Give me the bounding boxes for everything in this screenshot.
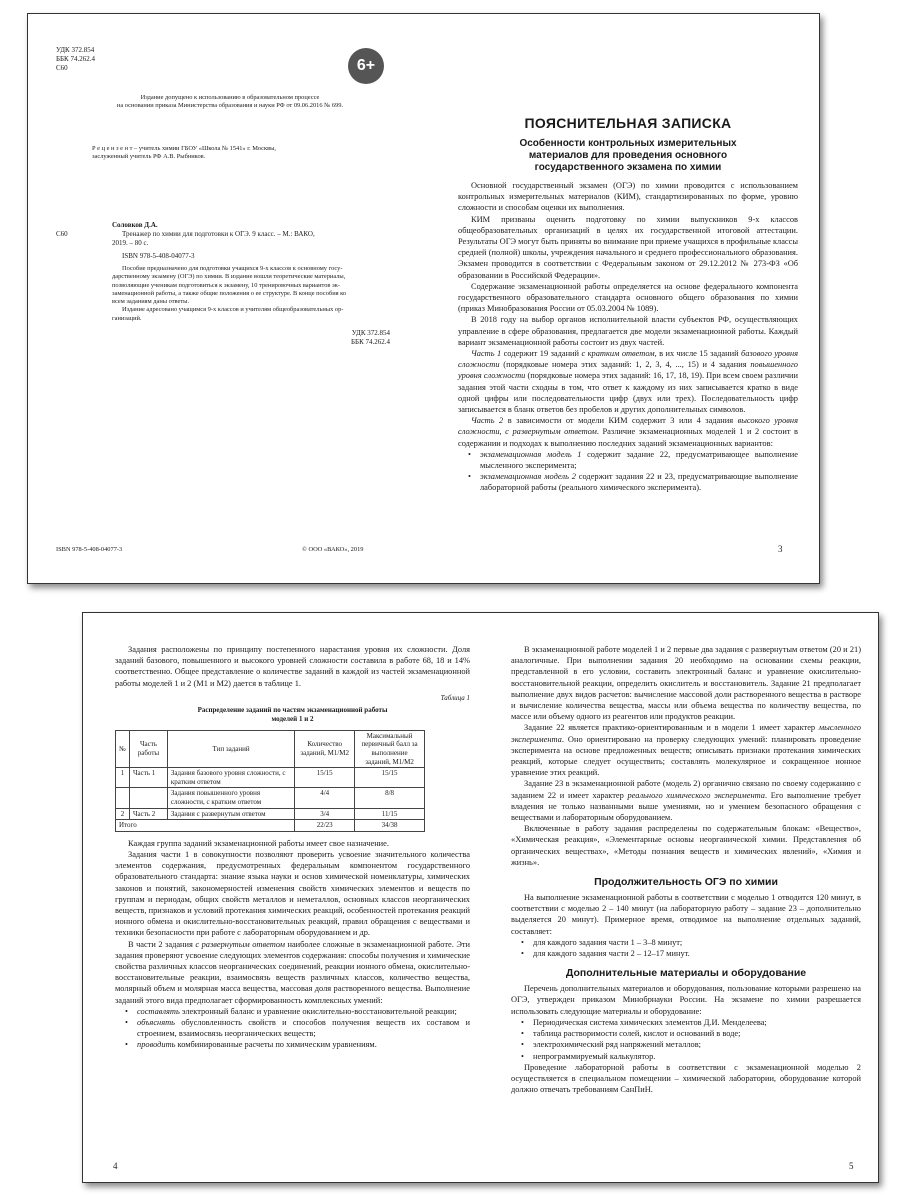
table-cell: 22/23 xyxy=(295,820,355,832)
annotation-line-1: Пособие предназначено для подготовки учащихся 9-х классов к основному госу- xyxy=(122,265,343,272)
body-text xyxy=(511,644,861,1095)
list-item: • объяснять обусловленность свойств и способов получения веществ их составом и строением, взаимосвязь неорганических веществ; xyxy=(115,1017,470,1039)
paragraph: В 2018 году на выбор органов исполнительной власти субъектов РФ, осуществляющих управление в сфере образования, предлагается две модели экзаменационной работы. Каждый вариант экзаменационной работы состоит из двух частей. xyxy=(458,315,798,347)
table-cell: 4/4 xyxy=(295,788,355,808)
body-text xyxy=(115,644,470,1051)
annotation-line-7: ганизаций. xyxy=(112,314,142,322)
reviewer-line-2: заслуженный учитель РФ А.В. Рыбников. xyxy=(92,153,206,161)
exam-models-list xyxy=(458,449,798,494)
table-header-cell: Часть работы xyxy=(129,730,167,767)
page-number: 4 xyxy=(113,1161,118,1171)
skills-list xyxy=(115,1006,470,1051)
list-item: • для каждого задания части 1 – 3–8 минут; xyxy=(511,937,861,948)
table-cell: Задания повышенного уровня сложности, с кратким ответом xyxy=(167,788,294,808)
page-3-explanatory-note xyxy=(428,14,820,583)
paragraph: Задания части 1 в совокупности позволяют проверить усвоение значительного количества элементов содержания, предусмотренных федеральным компонентом государственного образовательного стандарта: знание языка науки и основ химической номенклатуры, химических законов и понятий, закономерностей изменения свойств химических элементов и веществ по группам и периодам, общих свойств металлов и неметаллов, основных классов неорганических веществ, признаков и условий протекания химических реакций, особенностей протекания реакций ионного обмена и окислительно-восстановительных реакций, правил обращения с веществами и техники безопасности при работе с лабораторным оборудованием и др. xyxy=(115,849,470,938)
table-row xyxy=(116,768,425,788)
paragraph: Задания расположены по принципу постепенного нарастания уровня их сложности. Доля заданий базового, повышенного и высокого уровней сложности составила в работе 68, 18 и 14% соответственно. Общее представление о количестве заданий в каждой из частей экзаменационной работы моделей 1 и 2 (М1 и М2) дается в таблице 1. xyxy=(115,645,470,688)
paragraph: Включенные в работу задания распределены по содержательным блокам: «Вещество», «Химическая реакция», «Элементарные основы неорганической химии. Представления об органических веществах», «Методы познания веществ и химических явлений», «Химия и жизнь». xyxy=(511,824,861,867)
table-cell: 34/38 xyxy=(355,820,425,832)
table-header-cell: № xyxy=(116,730,130,767)
table-title-line-1: Распределение заданий по частям экзаменационной работы xyxy=(197,705,388,714)
table-cell: 15/15 xyxy=(355,768,425,788)
paragraph: В части 2 задания с развернутым ответом наиболее сложные в экзаменационной работе. Эти задания проверяют усвоение следующих элементов содержания: способы получения и химические свойства различных классов неорганических соединений, реакции ионного обмена, окислительно-восстановительные реакции, взаимосвязь веществ различных классов, количество вещества, молярный объем и молярная масса вещества, массовая доля растворенного вещества. Выполнение заданий этого вида предполагает сформированность комплексных умений: xyxy=(115,939,470,1005)
table-cell xyxy=(129,788,167,808)
list-item: • таблица растворимости солей, кислот и оснований в воде; xyxy=(511,1028,861,1039)
subtitle-line-1: Особенности контрольных измерительных xyxy=(519,138,737,149)
paragraph: Задание 22 является практико-ориентированным и в модели 1 имеет характер мысленного эксперимента. Оно ориентировано на проверку следующих умений: планировать проведение эксперимента на основе предложенных веществ; описывать признаки протекания химических реакций, которые следует осуществить; составлять молекулярное и сокращенное ионное уравнение этих реакций. xyxy=(511,723,861,778)
footer-copyright: © ООО «ВАКО», 2019 xyxy=(302,546,364,553)
paragraph: Каждая группа заданий экзаменационной работы имеет свое назначение. xyxy=(128,838,389,848)
section-subtitle xyxy=(448,138,808,174)
paragraph: На выполнение экзаменационной работы в соответствии с моделью 1 отводится 120 минут, в соответствии с моделью 2 – 140 минут (на лабораторную работу – задание 23 – дополнительно выделяется 20 минут). Примерное время, отводимое на выполнение отдельных заданий, составляет: xyxy=(511,893,861,936)
paragraph-part-1: Часть 1 содержит 19 заданий с кратким ответом, в их числе 15 заданий базового уровня сложности (порядковые номера этих заданий: 1, 2, 3, 4, ..., 15) и 4 задания повышенного уровня сложности (порядковые номера этих заданий: 16, 17, 18, 19). При всем своем различии задания этой части сходны в том, что ответ к каждому из них записывается кратко в виде одной цифры или последовательности цифр (двух или трех). Последовательность цифр записывается в бланк ответов без пробелов и других дополнительных символов. xyxy=(458,349,799,415)
approval-line-2: на основании приказа Министерства образования и науки РФ от 09.06.2016 № 699. xyxy=(116,102,344,110)
list-item: • непрограммируемый калькулятор. xyxy=(511,1051,861,1062)
table-total-row xyxy=(116,820,425,832)
bbk-code: ББК 74.262.4 xyxy=(56,55,95,63)
page-2-imprint xyxy=(28,14,428,583)
table-row xyxy=(116,808,425,820)
approval-notice xyxy=(60,94,400,111)
list-item: • Периодическая система химических элементов Д.И. Менделеева; xyxy=(511,1017,861,1028)
author-name: Соловков Д.А. xyxy=(112,221,158,229)
list-item: • для каждого задания части 2 – 12–17 минут. xyxy=(511,948,861,959)
udk-right: УДК 372.854 xyxy=(351,329,390,338)
table-cell: Часть 1 xyxy=(129,768,167,788)
list-item: • составлять электронный баланс и уравнение окислительно-восстановительной реакции; xyxy=(115,1006,470,1017)
section-heading-materials: Дополнительные материалы и оборудование xyxy=(565,967,807,980)
book-line-2: 2019. – 80 с. xyxy=(112,239,149,247)
table-cell: 2 xyxy=(116,808,130,820)
materials-list xyxy=(511,1017,861,1062)
table-header-cell: Количество заданий, М1/М2 xyxy=(295,730,355,767)
annotation-line-4: заменационной работы, а также общие положения о ее структуре. В конце пособия ко xyxy=(112,289,347,297)
task-distribution-table xyxy=(115,730,425,832)
table-cell: 3/4 xyxy=(295,808,355,820)
table-label: Таблица 1 xyxy=(440,693,470,702)
table-header-cell: Тип заданий xyxy=(167,730,294,767)
paragraph: Основной государственный экзамен (ОГЭ) по химии проводится с использованием контрольных измерительных материалов (КИМ), стандартизированных по форме, уровню сложности и способам оценки их выполнения. xyxy=(458,181,798,213)
bottom-book-spread xyxy=(82,612,879,1183)
section-heading-duration: Продолжительность ОГЭ по химии xyxy=(594,876,778,889)
paragraph: В экзаменационной работе моделей 1 и 2 первые два задания с развернутым ответом (20 и 21) аналогичные. При выполнении задания 20 необходимо на основании схемы реакции, представленной в его условии, составить электронный баланс и уравнение окислительно-восстановительной реакции, определить окислитель и восстановитель. Задание 21 предполагает выполнение двух видов расчетов: вычисление массовой доли растворенного вещества в растворе и вычисление количества вещества, массы или объема вещества по количеству вещества, по массе или объему одного из реагентов или продуктов реакции. xyxy=(511,645,861,722)
table-cell: 11/15 xyxy=(355,808,425,820)
table-cell: 8/8 xyxy=(355,788,425,808)
page-4 xyxy=(83,613,495,1182)
paragraph: КИМ призваны оценить подготовку по химии выпускников 9-х классов общеобразовательных организаций в целях их государственной итоговой аттестации. Результаты ОГЭ могут быть приняты во внимание при приеме учащихся в профильные классы средней (полной) школы, учреждения начального и среднего профессионального образования. Экзамен проводится в соответствии с Федеральным законом от 29.12.2012 № 273-ФЗ «Об образовании в Российской Федерации». xyxy=(458,214,798,280)
paragraph: Проведение лабораторной работы в соответствии с экзаменационной моделью 2 осуществляется в специальном помещении – химической лаборатории, оборудование которой должно отвечать требованиям СанПиН. xyxy=(511,1062,861,1095)
annotation xyxy=(56,265,406,323)
table-cell: Задания базового уровня сложности, с кратким ответом xyxy=(167,768,294,788)
paragraph: Задание 23 в экзаменационной работе (модель 2) органично связано по своему содержанию с заданием 22 и имеет характер реального химического эксперимента. Его выполнение требует владения не только названными выше умениями, но и умением безопасного обращения с веществами и лабораторным оборудованием. xyxy=(511,779,861,823)
list-item: • электрохимический ряд напряжений металлов; xyxy=(511,1039,861,1050)
subtitle-line-2: материалов для проведения основного xyxy=(528,150,728,161)
table-cell: Итого xyxy=(116,820,295,832)
udk-right-block xyxy=(56,329,406,347)
annotation-line-6: Издание адресовано учащимся 9-х классов и учителям общеобразовательных ор- xyxy=(122,306,344,314)
subtitle-line-3: государственного экзамена по химии xyxy=(534,162,722,173)
table-title xyxy=(115,706,470,724)
paragraph-part-2: Часть 2 в зависимости от модели КИМ содержит 3 или 4 задания высокого уровня сложности, с развернутым ответом. Различие экзаменационных моделей 1 и 2 состоит в содержании и подходах к выполнению последних заданий экзаменационных вариантов: xyxy=(458,416,798,448)
bbk-right: ББК 74.262.4 xyxy=(351,338,390,347)
table-cell xyxy=(116,788,130,808)
table-title-line-2: моделей 1 и 2 xyxy=(271,714,314,723)
timing-list xyxy=(511,937,861,959)
catalog-code-left: С60 xyxy=(56,230,68,238)
list-item: • экзаменационная модель 1 содержит задание 22, предусматривающее выполнение мысленного эксперимента; xyxy=(458,449,798,471)
table-row xyxy=(116,788,425,808)
annotation-line-3: позволяющие ученикам подготовиться к экзамену, 10 тренировочных вариантов эк- xyxy=(112,281,341,289)
page-number: 3 xyxy=(778,544,783,554)
reviewer-block xyxy=(92,145,412,162)
paragraph: Перечень дополнительных материалов и оборудования, пользование которыми разрешено на ОГЭ, утвержден приказом Минобрнауки России. На экзамене по химии разрешается использовать следующие материалы и оборудование: xyxy=(511,984,861,1016)
table-cell: Задания с развернутым ответом xyxy=(167,808,294,820)
table-cell: Часть 2 xyxy=(129,808,167,820)
annotation-line-2: дарственному экзамену (ОГЭ) по химии. В издание вошли теоретические материалы, xyxy=(112,273,346,281)
page-number: 5 xyxy=(849,1161,854,1171)
body-text xyxy=(458,180,798,494)
list-item: • проводить комбинированные расчеты по химическим уравнениям. xyxy=(115,1039,470,1050)
approval-line-1: Издание допущено к использованию в образовательном процессе xyxy=(140,94,320,101)
reviewer-line-1: Р е ц е н з е н т – учитель химии ГБОУ «Школа № 1541» г. Москвы, xyxy=(92,145,277,152)
book-description xyxy=(56,230,406,248)
list-item: • экзаменационная модель 2 содержит задания 22 и 23, предусматривающие выполнение лабораторной работы (реального химического эксперимента). xyxy=(458,471,798,493)
table-cell: 15/15 xyxy=(295,768,355,788)
catalog-card xyxy=(56,221,406,347)
catalog-code: С60 xyxy=(56,64,68,72)
book-line-1: Тренажер по химии для подготовки к ОГЭ. 9 класс. – М.: ВАКО, xyxy=(122,230,315,238)
footer-isbn: ISBN 978-5-408-04077-3 xyxy=(56,546,123,553)
table-cell: 1 xyxy=(116,768,130,788)
udk-code: УДК 372.854 xyxy=(56,46,95,54)
page-title: ПОЯСНИТЕЛЬНАЯ ЗАПИСКА xyxy=(524,115,732,131)
age-rating-badge: 6+ xyxy=(348,48,384,84)
udk-block xyxy=(56,46,95,73)
annotation-line-5: всем заданиям даны ответы. xyxy=(112,298,190,306)
top-book-spread xyxy=(27,13,820,584)
table-header-row xyxy=(116,730,425,767)
paragraph: Содержание экзаменационной работы определяется на основе федерального компонента государственного образовательного стандарта основного общего образования по химии (приказ Минобразования России от 05.03.2004 № 1089). xyxy=(458,281,798,314)
page-5 xyxy=(495,613,879,1182)
table-header-cell: Максимальный первичный балл за выполнение заданий, М1/М2 xyxy=(355,730,425,767)
isbn-line: ISBN 978-5-408-04077-3 xyxy=(122,252,195,260)
